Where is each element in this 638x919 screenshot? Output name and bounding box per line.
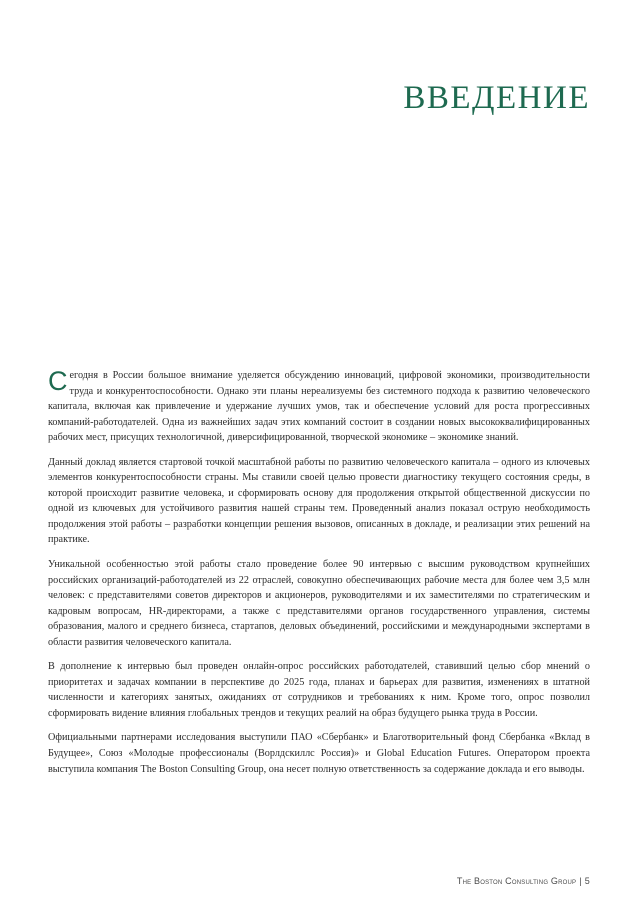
body-text xyxy=(48,368,590,786)
paragraph-1-text: егодня в России большое внимание уделяется обсуждению инноваций, цифровой экономики, производительности труда и конкурентоспособности. Однако эти планы нереализуемы без системного подхода к развитию человеческого капитала, включая как привлечение и удержание лучших умов, так и обеспечение условий для роста прогрессивных компаний-работодателей. Одна из важнейших задач этих компаний состоит в создании новых высококвалифицированных рабочих мест, присущих технологичной, диверсифицированной, творческой экономике – экономике знаний. xyxy=(48,370,590,444)
footer-company: The Boston Consulting Group xyxy=(456,876,577,886)
page-number: 5 xyxy=(584,876,590,886)
paragraph-2: Данный доклад является стартовой точкой масштабной работы по развитию человеческого капитала – одного из ключевых элементов конкурентоспособности страны. Мы ставили своей целью провести диагностику текущего состояния среды, в которой происходит развитие человека, и сформировать основу для продолжения открытой общественной дискуссии по одной из ключевых для устойчивого развития нашей страны тем. Проведенный анализ показал острую необходимость продолжения этой работы – разработки концепции решения вызовов, описанных в докладе, и реализации этих решений на практике. xyxy=(48,456,590,546)
drop-cap: С xyxy=(48,366,68,396)
paragraph-5: Официальными партнерами исследования выступили ПАО «Сбербанк» и Благотворительный фонд Сбербанка «Вклад в Будущее», Союз «Молодые профессионалы (Ворлдскиллс Россия)» и Global Education Futures. Оператором проекта выступила компания The Boston Consulting Group, она несет полную ответственность за содержание доклада и его выводы. xyxy=(48,732,590,775)
paragraph-4: В дополнение к интервью был проведен онлайн-опрос российских работодателей, ставивший целью сбор мнений о приоритетах и задачах компании в перспективе до 2025 года, планах и барьерах для развития, изменениях в штатной численности и категориях занятых, ожиданиях от сотрудников и требованиях к ним. Кроме того, опрос позволил сформировать видение влияния глобальных трендов и текущих реалий на образ будущего рынка труда в России. xyxy=(48,661,590,719)
paragraph-3: Уникальной особенностью этой работы стало проведение более 90 интервью с высшим руководством крупнейших российских организаций-работодателей из 22 отраслей, совокупно обеспечивающих рабочие места для более чем 3,5 млн человек: с представителями советов директоров и акционеров, руководителями и их заместителями по стратегическим и кадровым вопросам, HR-директорами, а также с представителями органов государственного управления, системы образования, малого и среднего бизнеса, стартапов, деловых объединений, российскими и международными экспертами в области развития человеческого капитала. xyxy=(48,559,590,648)
page-footer xyxy=(457,876,590,886)
page-title: ВВЕДЕНИЕ xyxy=(403,80,590,116)
paragraph-1 xyxy=(48,368,590,446)
footer-separator: | xyxy=(579,876,582,886)
